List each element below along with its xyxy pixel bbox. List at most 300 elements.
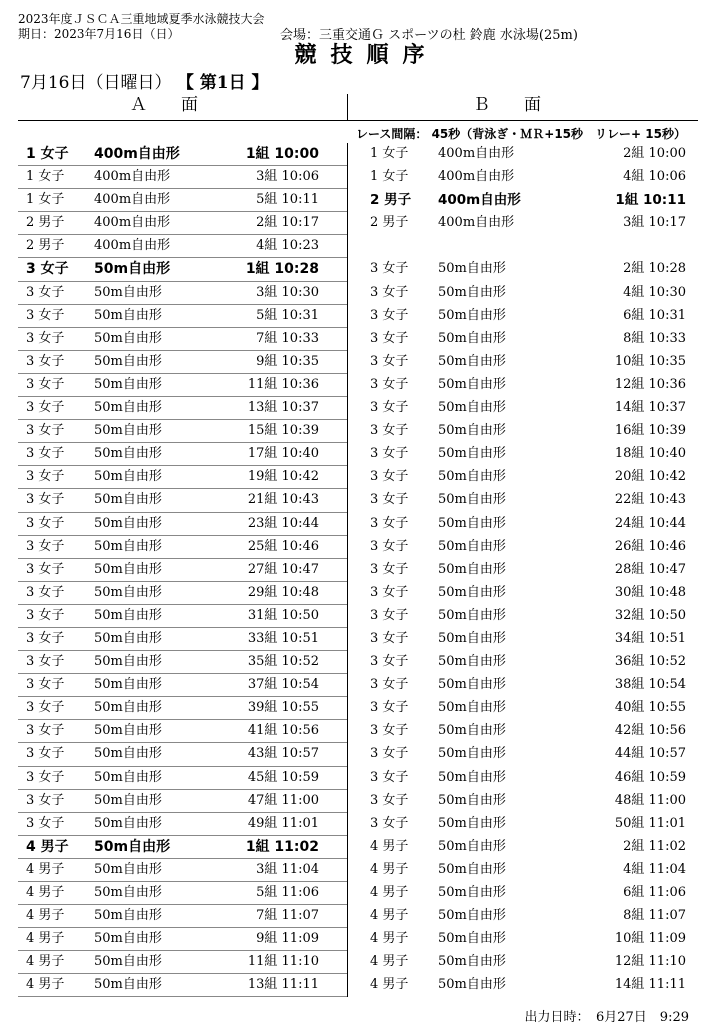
side-b-table-row xyxy=(348,513,698,536)
grade-cell: 3 女子 xyxy=(370,515,409,531)
side-b-table-row xyxy=(348,859,698,882)
printed-timestamp: 出力日時： 6月27日 9:29 xyxy=(524,1010,689,1025)
side-b-table-row xyxy=(348,536,698,559)
grade-cell: 4 男子 xyxy=(370,838,409,854)
grade-cell: 3 女子 xyxy=(370,400,409,416)
heat-time-cell: 47組 11:00 xyxy=(247,792,319,808)
heat-time-cell: 37組 10:54 xyxy=(247,677,319,693)
side-b-label: Ｂ 面 xyxy=(473,95,541,115)
heat-time-cell: 4組 10:30 xyxy=(623,284,686,300)
event-cell: 50m自由形 xyxy=(94,838,171,855)
event-cell: 400m自由形 xyxy=(438,146,515,161)
heat-time-cell: 49組 11:01 xyxy=(247,815,319,831)
side-a-table-row xyxy=(18,513,347,536)
heat-time-cell: 3組 11:04 xyxy=(256,861,319,877)
event-cell: 50m自由形 xyxy=(94,723,162,739)
grade-cell: 3 女子 xyxy=(370,723,409,739)
grade-cell: 3 女子 xyxy=(26,769,65,785)
side-a-table-row xyxy=(18,605,347,628)
grade-cell: 4 男子 xyxy=(370,861,409,877)
side-a-table-row xyxy=(18,212,347,235)
heat-time-cell: 38組 10:54 xyxy=(614,677,686,693)
grade-cell: 3 女子 xyxy=(26,492,65,508)
side-b-table-row xyxy=(348,351,698,374)
heat-time-cell: 15組 10:39 xyxy=(247,423,319,439)
side-b-table-row xyxy=(348,905,698,928)
heat-time-cell: 11組 11:10 xyxy=(247,954,319,970)
event-cell: 50m自由形 xyxy=(94,769,162,785)
heat-time-cell: 9組 10:35 xyxy=(256,353,319,369)
grade-cell: 3 女子 xyxy=(370,815,409,831)
heat-time-cell: 23組 10:44 xyxy=(247,515,319,531)
grade-cell: 3 女子 xyxy=(26,446,65,462)
side-b-table-row xyxy=(348,420,698,443)
event-cell: 50m自由形 xyxy=(438,815,506,831)
event-cell: 50m自由形 xyxy=(438,284,506,300)
heat-time-cell: 8組 11:07 xyxy=(623,908,686,924)
grade-cell: 3 女子 xyxy=(370,630,409,646)
heat-time-cell: 20組 10:42 xyxy=(614,469,686,485)
side-a-table-row xyxy=(18,374,347,397)
grade-cell: 1 女子 xyxy=(26,146,69,162)
event-cell: 50m自由形 xyxy=(94,792,162,808)
heat-time-cell: 28組 10:47 xyxy=(614,561,686,577)
side-b-table-row xyxy=(348,974,698,997)
grade-cell: 3 女子 xyxy=(26,700,65,716)
side-b-table-row xyxy=(348,143,698,166)
grade-cell: 3 女子 xyxy=(26,307,65,323)
grade-cell: 3 女子 xyxy=(370,538,409,554)
event-cell: 50m自由形 xyxy=(438,330,506,346)
grade-cell: 3 女子 xyxy=(370,376,409,392)
heat-time-cell: 35組 10:52 xyxy=(247,654,319,670)
grade-cell: 4 男子 xyxy=(370,954,409,970)
side-b-table-row xyxy=(348,489,698,512)
side-b-table-row xyxy=(348,443,698,466)
side-a-table-row xyxy=(18,836,347,859)
page-title: 競技順序 xyxy=(294,42,439,68)
grade-cell: 1 女子 xyxy=(370,169,409,185)
event-cell: 50m自由形 xyxy=(94,677,162,693)
side-b-table-row xyxy=(348,743,698,766)
event-cell: 50m自由形 xyxy=(438,584,506,600)
event-date: 期日：2023年7月16日（日） xyxy=(18,27,180,41)
side-a-table-row xyxy=(18,351,347,374)
grade-cell: 3 女子 xyxy=(26,261,69,278)
heat-time-cell: 46組 10:59 xyxy=(614,769,686,785)
grade-cell: 3 女子 xyxy=(370,677,409,693)
heat-time-cell: 3組 10:30 xyxy=(256,284,319,300)
side-a-table xyxy=(18,143,347,997)
side-a-table-row xyxy=(18,697,347,720)
side-b-table-row xyxy=(348,582,698,605)
heat-time-cell: 30組 10:48 xyxy=(614,584,686,600)
grade-cell: 3 女子 xyxy=(370,307,409,323)
event-cell: 50m自由形 xyxy=(438,700,506,716)
grade-cell: 4 男子 xyxy=(26,931,65,947)
venue: 会場：三重交通Ｇ スポーツの杜 鈴鹿 水泳場(25m) xyxy=(280,28,578,43)
event-cell: 50m自由形 xyxy=(438,977,506,993)
heat-time-cell: 36組 10:52 xyxy=(614,654,686,670)
grade-cell: 3 女子 xyxy=(370,607,409,623)
heat-time-cell: 27組 10:47 xyxy=(247,561,319,577)
heat-time-cell: 2組 10:28 xyxy=(623,261,686,277)
grade-cell: 4 男子 xyxy=(370,977,409,993)
grade-cell: 4 男子 xyxy=(26,838,69,855)
event-cell: 50m自由形 xyxy=(94,561,162,577)
heat-time-cell: 7組 10:33 xyxy=(256,330,319,346)
side-a-table-row xyxy=(18,466,347,489)
heat-time-cell: 6組 10:31 xyxy=(623,307,686,323)
heat-time-cell: 21組 10:43 xyxy=(247,492,319,508)
heat-time-cell: 6組 11:06 xyxy=(623,885,686,900)
side-a-table-row xyxy=(18,974,347,997)
grade-cell: 3 女子 xyxy=(370,469,409,485)
grade-cell: 3 女子 xyxy=(370,284,409,300)
event-cell: 50m自由形 xyxy=(94,353,162,369)
event-cell: 50m自由形 xyxy=(438,400,506,416)
side-b-table-row xyxy=(348,697,698,720)
heat-time-cell: 4組 11:04 xyxy=(623,861,686,877)
event-cell: 50m自由形 xyxy=(438,561,506,577)
event-cell: 400m自由形 xyxy=(438,192,521,209)
day-heading xyxy=(20,72,269,94)
grade-cell: 2 男子 xyxy=(370,192,412,209)
event-cell: 50m自由形 xyxy=(438,723,506,739)
event-cell: 50m自由形 xyxy=(94,284,162,300)
side-b-table-row xyxy=(348,258,698,281)
event-cell: 50m自由形 xyxy=(94,861,162,877)
event-cell: 50m自由形 xyxy=(94,607,162,623)
grade-cell: 4 男子 xyxy=(26,954,65,970)
grade-cell: 4 男子 xyxy=(26,861,65,877)
event-cell: 50m自由形 xyxy=(94,469,162,485)
event-cell: 50m自由形 xyxy=(438,931,506,947)
event-cell: 400m自由形 xyxy=(94,169,171,185)
side-b-table-row xyxy=(348,928,698,951)
event-cell: 50m自由形 xyxy=(94,584,162,600)
grade-cell: 3 女子 xyxy=(370,353,409,369)
side-b-table-row xyxy=(348,951,698,974)
grade-cell: 1 女子 xyxy=(370,146,409,161)
side-b-table-row xyxy=(348,374,698,397)
event-cell: 50m自由形 xyxy=(94,931,162,947)
heat-time-cell: 2組 10:17 xyxy=(256,215,319,231)
side-a-table-row xyxy=(18,767,347,790)
event-cell: 50m自由形 xyxy=(94,746,162,762)
grade-cell: 3 女子 xyxy=(370,423,409,439)
grade-cell: 3 女子 xyxy=(26,746,65,762)
grade-cell: 3 女子 xyxy=(26,792,65,808)
side-b-table-row xyxy=(348,559,698,582)
heat-time-cell: 1組 10:28 xyxy=(245,261,319,278)
side-a-table-row xyxy=(18,928,347,951)
day-label: 7月16日（日曜日） xyxy=(20,73,172,93)
event-cell: 400m自由形 xyxy=(94,192,171,208)
grade-cell: 3 女子 xyxy=(26,469,65,485)
event-cell: 50m自由形 xyxy=(438,423,506,439)
grade-cell: 4 男子 xyxy=(370,885,409,900)
event-cell: 50m自由形 xyxy=(438,515,506,531)
event-cell: 50m自由形 xyxy=(438,954,506,970)
side-b-table-row xyxy=(348,328,698,351)
heat-time-cell: 4組 10:06 xyxy=(623,169,686,185)
side-a-table-row xyxy=(18,813,347,836)
event-cell: 50m自由形 xyxy=(94,400,162,416)
column-divider-top xyxy=(347,94,348,120)
grade-cell: 3 女子 xyxy=(26,561,65,577)
heat-time-cell: 2組 11:02 xyxy=(623,838,686,854)
side-a-table-row xyxy=(18,420,347,443)
grade-cell: 3 女子 xyxy=(26,630,65,646)
grade-cell: 4 男子 xyxy=(370,908,409,924)
event-cell: 50m自由形 xyxy=(438,469,506,485)
side-b-table-row xyxy=(348,836,698,859)
side-a-table-row xyxy=(18,882,347,905)
heat-time-cell: 5組 10:31 xyxy=(256,307,319,323)
event-cell: 50m自由形 xyxy=(94,954,162,970)
event-cell: 50m自由形 xyxy=(94,700,162,716)
event-cell: 50m自由形 xyxy=(94,977,162,993)
side-b-table-row xyxy=(348,166,698,189)
heat-time-cell: 33組 10:51 xyxy=(247,630,319,646)
heat-time-cell: 34組 10:51 xyxy=(614,630,686,646)
heat-time-cell: 12組 10:36 xyxy=(614,376,686,392)
heat-time-cell: 45組 10:59 xyxy=(247,769,319,785)
heat-time-cell: 5組 10:11 xyxy=(256,192,319,208)
heat-time-cell: 41組 10:56 xyxy=(247,723,319,739)
side-a-table-row xyxy=(18,258,347,281)
heat-time-cell: 1組 10:11 xyxy=(615,192,686,209)
grade-cell: 3 女子 xyxy=(370,261,409,277)
grade-cell: 3 女子 xyxy=(26,376,65,392)
heat-time-cell: 19組 10:42 xyxy=(247,469,319,485)
heat-time-cell: 43組 10:57 xyxy=(247,746,319,762)
heat-time-cell: 48組 11:00 xyxy=(614,792,686,808)
grade-cell: 3 女子 xyxy=(370,792,409,808)
grade-cell: 3 女子 xyxy=(26,723,65,739)
side-a-table-row xyxy=(18,305,347,328)
side-b-table-row xyxy=(348,882,698,905)
heat-time-cell: 12組 11:10 xyxy=(614,954,686,970)
event-cell: 50m自由形 xyxy=(438,446,506,462)
grade-cell: 4 男子 xyxy=(26,885,65,900)
grade-cell: 3 女子 xyxy=(26,400,65,416)
side-b-table-row xyxy=(348,397,698,420)
side-b-table-row xyxy=(348,720,698,743)
grade-cell: 1 女子 xyxy=(26,192,65,208)
side-b-table-row xyxy=(348,628,698,651)
side-b-table xyxy=(348,143,698,997)
side-a-table-row xyxy=(18,189,347,212)
side-a-table-row xyxy=(18,536,347,559)
grade-cell: 4 男子 xyxy=(26,908,65,924)
heat-time-cell: 7組 11:07 xyxy=(256,908,319,924)
grade-cell: 3 女子 xyxy=(370,330,409,346)
side-a-table-row xyxy=(18,628,347,651)
heat-time-cell: 29組 10:48 xyxy=(247,584,319,600)
heat-time-cell: 8組 10:33 xyxy=(623,330,686,346)
event-cell: 50m自由形 xyxy=(94,630,162,646)
side-b-table-row xyxy=(348,189,698,212)
event-cell: 50m自由形 xyxy=(438,307,506,323)
heat-time-cell: 3組 10:17 xyxy=(623,215,686,231)
event-cell: 50m自由形 xyxy=(94,423,162,439)
heat-time-cell: 11組 10:36 xyxy=(247,376,319,392)
heat-time-cell: 26組 10:46 xyxy=(614,538,686,554)
grade-cell: 3 女子 xyxy=(370,446,409,462)
heat-time-cell: 42組 10:56 xyxy=(614,723,686,739)
grade-cell: 3 女子 xyxy=(26,584,65,600)
heat-time-cell: 10組 11:09 xyxy=(614,931,686,947)
side-a-table-row xyxy=(18,443,347,466)
grade-cell: 2 男子 xyxy=(26,238,65,254)
heat-time-cell: 17組 10:40 xyxy=(247,446,319,462)
grade-cell: 3 女子 xyxy=(26,538,65,554)
side-a-table-row xyxy=(18,143,347,166)
heat-time-cell: 9組 11:09 xyxy=(256,931,319,947)
grade-cell: 3 女子 xyxy=(26,677,65,693)
grade-cell: 2 男子 xyxy=(26,215,65,231)
heat-time-cell: 39組 10:55 xyxy=(247,700,319,716)
side-a-table-row xyxy=(18,720,347,743)
side-a-table-row xyxy=(18,651,347,674)
event-cell: 400m自由形 xyxy=(438,215,515,231)
event-cell: 50m自由形 xyxy=(438,838,506,854)
heat-time-cell: 25組 10:46 xyxy=(247,538,319,554)
event-cell: 50m自由形 xyxy=(438,654,506,670)
race-interval-note: レース間隔： 45秒（背泳ぎ・ＭＲ+15秒 リレー+ 15秒） xyxy=(356,127,686,141)
grade-cell: 3 女子 xyxy=(370,654,409,670)
heat-time-cell: 24組 10:44 xyxy=(614,515,686,531)
event-cell: 50m自由形 xyxy=(438,677,506,693)
event-cell: 50m自由形 xyxy=(94,515,162,531)
event-cell: 50m自由形 xyxy=(94,908,162,924)
heat-time-cell: 14組 10:37 xyxy=(614,400,686,416)
side-b-table-row xyxy=(348,813,698,836)
event-cell: 50m自由形 xyxy=(438,538,506,554)
event-cell: 50m自由形 xyxy=(438,908,506,924)
event-cell: 50m自由形 xyxy=(94,330,162,346)
header-rule xyxy=(18,120,698,121)
grade-cell: 3 女子 xyxy=(26,815,65,831)
heat-time-cell: 4組 10:23 xyxy=(256,238,319,254)
event-cell: 50m自由形 xyxy=(94,446,162,462)
grade-cell: 3 女子 xyxy=(370,584,409,600)
event-cell: 400m自由形 xyxy=(94,215,171,231)
event-cell: 50m自由形 xyxy=(438,746,506,762)
event-cell: 50m自由形 xyxy=(94,654,162,670)
event-cell: 50m自由形 xyxy=(94,307,162,323)
event-cell: 50m自由形 xyxy=(438,353,506,369)
side-b-table-row xyxy=(348,305,698,328)
event-cell: 50m自由形 xyxy=(94,885,162,900)
heat-time-cell: 16組 10:39 xyxy=(614,423,686,439)
side-a-table-row xyxy=(18,743,347,766)
side-b-table-row xyxy=(348,605,698,628)
side-a-label: Ａ 面 xyxy=(130,95,198,115)
side-a-table-row xyxy=(18,489,347,512)
side-a-table-row xyxy=(18,905,347,928)
event-cell: 400m自由形 xyxy=(438,169,515,185)
heat-time-cell: 1組 10:00 xyxy=(245,146,319,162)
grade-cell: 3 女子 xyxy=(370,492,409,508)
heat-time-cell: 14組 11:11 xyxy=(614,977,686,993)
side-a-table-row xyxy=(18,859,347,882)
event-cell: 50m自由形 xyxy=(94,492,162,508)
side-b-table-row xyxy=(348,235,698,258)
side-a-table-row xyxy=(18,790,347,813)
side-a-table-row xyxy=(18,674,347,697)
heat-time-cell: 22組 10:43 xyxy=(614,492,686,508)
event-cell: 400m自由形 xyxy=(94,146,180,162)
side-a-table-row xyxy=(18,397,347,420)
side-a-table-row xyxy=(18,559,347,582)
side-b-table-row xyxy=(348,212,698,235)
side-b-table-row xyxy=(348,651,698,674)
event-cell: 50m自由形 xyxy=(438,261,506,277)
event-cell: 50m自由形 xyxy=(438,492,506,508)
event-cell: 400m自由形 xyxy=(94,238,171,254)
grade-cell: 3 女子 xyxy=(370,769,409,785)
side-b-table-row xyxy=(348,466,698,489)
heat-time-cell: 18組 10:40 xyxy=(614,446,686,462)
grade-cell: 3 女子 xyxy=(26,515,65,531)
side-a-table-row xyxy=(18,951,347,974)
grade-cell: 3 女子 xyxy=(26,330,65,346)
event-cell: 50m自由形 xyxy=(438,607,506,623)
grade-cell: 4 男子 xyxy=(26,977,65,993)
event-cell: 50m自由形 xyxy=(438,630,506,646)
side-a-table-row xyxy=(18,235,347,258)
grade-cell: 3 女子 xyxy=(370,561,409,577)
event-cell: 50m自由形 xyxy=(438,885,506,900)
side-a-table-row xyxy=(18,282,347,305)
heat-time-cell: 32組 10:50 xyxy=(614,607,686,623)
event-cell: 50m自由形 xyxy=(94,376,162,392)
heat-time-cell: 10組 10:35 xyxy=(614,353,686,369)
side-a-table-row xyxy=(18,166,347,189)
event-name: 2023年度ＪＳＣＡ三重地域夏季水泳競技大会 xyxy=(18,12,265,26)
side-b-table-row xyxy=(348,767,698,790)
event-cell: 50m自由形 xyxy=(94,261,171,278)
heat-time-cell: 40組 10:55 xyxy=(614,700,686,716)
grade-cell: 3 女子 xyxy=(26,607,65,623)
heat-time-cell: 3組 10:06 xyxy=(256,169,319,185)
side-b-table-row xyxy=(348,674,698,697)
day-number: 【 第1日 】 xyxy=(176,73,269,93)
grade-cell: 3 女子 xyxy=(26,654,65,670)
grade-cell: 3 女子 xyxy=(26,284,65,300)
heat-time-cell: 13組 11:11 xyxy=(247,977,319,993)
side-b-table-row xyxy=(348,282,698,305)
grade-cell: 4 男子 xyxy=(370,931,409,947)
grade-cell: 3 女子 xyxy=(26,353,65,369)
side-b-table-row xyxy=(348,790,698,813)
heat-time-cell: 50組 11:01 xyxy=(614,815,686,831)
event-cell: 50m自由形 xyxy=(94,538,162,554)
grade-cell: 2 男子 xyxy=(370,215,409,231)
event-cell: 50m自由形 xyxy=(94,815,162,831)
heat-time-cell: 31組 10:50 xyxy=(247,607,319,623)
side-a-table-row xyxy=(18,328,347,351)
heat-time-cell: 5組 11:06 xyxy=(256,885,319,900)
heat-time-cell: 13組 10:37 xyxy=(247,400,319,416)
event-cell: 50m自由形 xyxy=(438,769,506,785)
event-cell: 50m自由形 xyxy=(438,792,506,808)
event-cell: 50m自由形 xyxy=(438,376,506,392)
grade-cell: 3 女子 xyxy=(370,700,409,716)
